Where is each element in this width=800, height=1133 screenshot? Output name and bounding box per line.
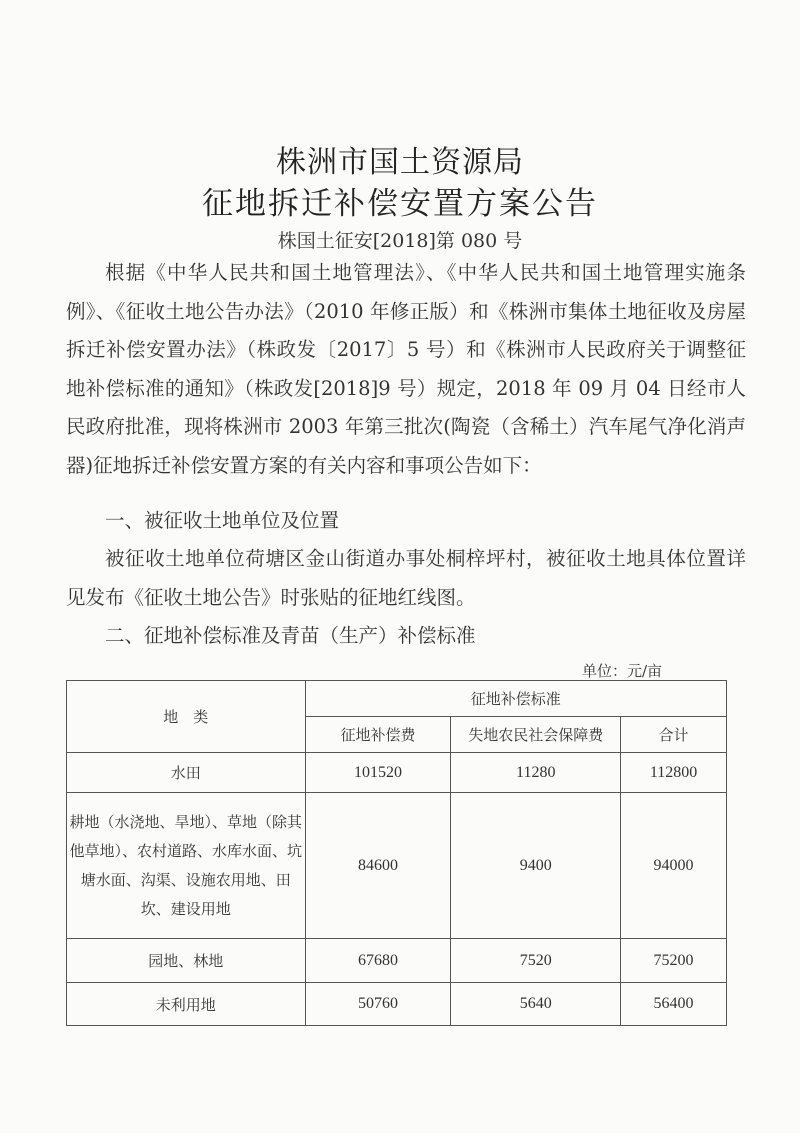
header-total: 合计: [621, 717, 727, 753]
section1-heading: 一、被征收土地单位及位置: [105, 509, 340, 532]
total-cell: 94000: [621, 793, 727, 939]
land-type-cell: 园地、林地: [67, 939, 306, 983]
table-row: [67, 939, 727, 983]
compensation-cell: 67680: [305, 939, 451, 983]
total-cell: 56400: [621, 983, 727, 1026]
total-cell: 75200: [621, 939, 727, 983]
compensation-cell: 84600: [305, 793, 451, 939]
compensation-cell: 101520: [305, 753, 451, 793]
section1-paragraph: 被征收土地单位荷塘区金山街道办事处桐梓坪村，被征收土地具体位置详见发布《征收土地公告》时张贴的征地红线图。: [66, 547, 746, 609]
unit-label: 单位：元/亩: [582, 662, 663, 680]
land-type-cell: 水田: [67, 753, 306, 793]
land-type-cell: 未利用地: [67, 983, 306, 1026]
document-number: 株国土征安[2018]第 080 号: [277, 230, 523, 252]
table-header-row: [67, 681, 727, 717]
header-compensation-standard: 征地补偿标准: [305, 681, 726, 717]
header-compensation-fee: 征地补偿费: [305, 717, 451, 753]
title-notice: 征地拆迁补偿安置方案公告: [202, 186, 598, 222]
social-security-cell: 9400: [451, 793, 621, 939]
social-security-cell: 7520: [451, 939, 621, 983]
compensation-cell: 50760: [305, 983, 451, 1026]
total-cell: 112800: [621, 753, 727, 793]
table-row: [67, 753, 727, 793]
social-security-cell: 11280: [451, 753, 621, 793]
section2-heading: 二、征地补偿标准及青苗（生产）补偿标准: [105, 624, 476, 647]
table-row: [67, 793, 727, 939]
table-row: [67, 983, 727, 1026]
intro-paragraph: 根据《中华人民共和国土地管理法》、《中华人民共和国土地管理实施条例》、《征收土地公告办法》（2010 年修正版）和《株洲市集体土地征收及房屋拆迁补偿安置办法》（株政发〔2017〕5 号）和《株洲市人民政府关于调整征地补偿标准的通知》（株政发[2018]9 号）规定，2018 年 09 月 04 日经市人民政府批准，现将株洲市 2003 年第三批次(陶瓷（含稀土）汽车尾气净化消声器)征地拆迁补偿安置方案的有关内容和事项公告如下：: [66, 261, 746, 477]
title-agency: 株洲市国土资源局: [276, 145, 524, 180]
compensation-table: [66, 680, 727, 1026]
header-land-type: 地 类: [67, 681, 306, 753]
social-security-cell: 5640: [451, 983, 621, 1026]
land-type-cell: 耕地（水浇地、旱地）、草地（除其他草地）、农村道路、水库水面、坑塘水面、沟渠、设施农用地、田坎、建设用地: [67, 793, 306, 939]
header-social-security-fee: 失地农民社会保障费: [451, 717, 621, 753]
